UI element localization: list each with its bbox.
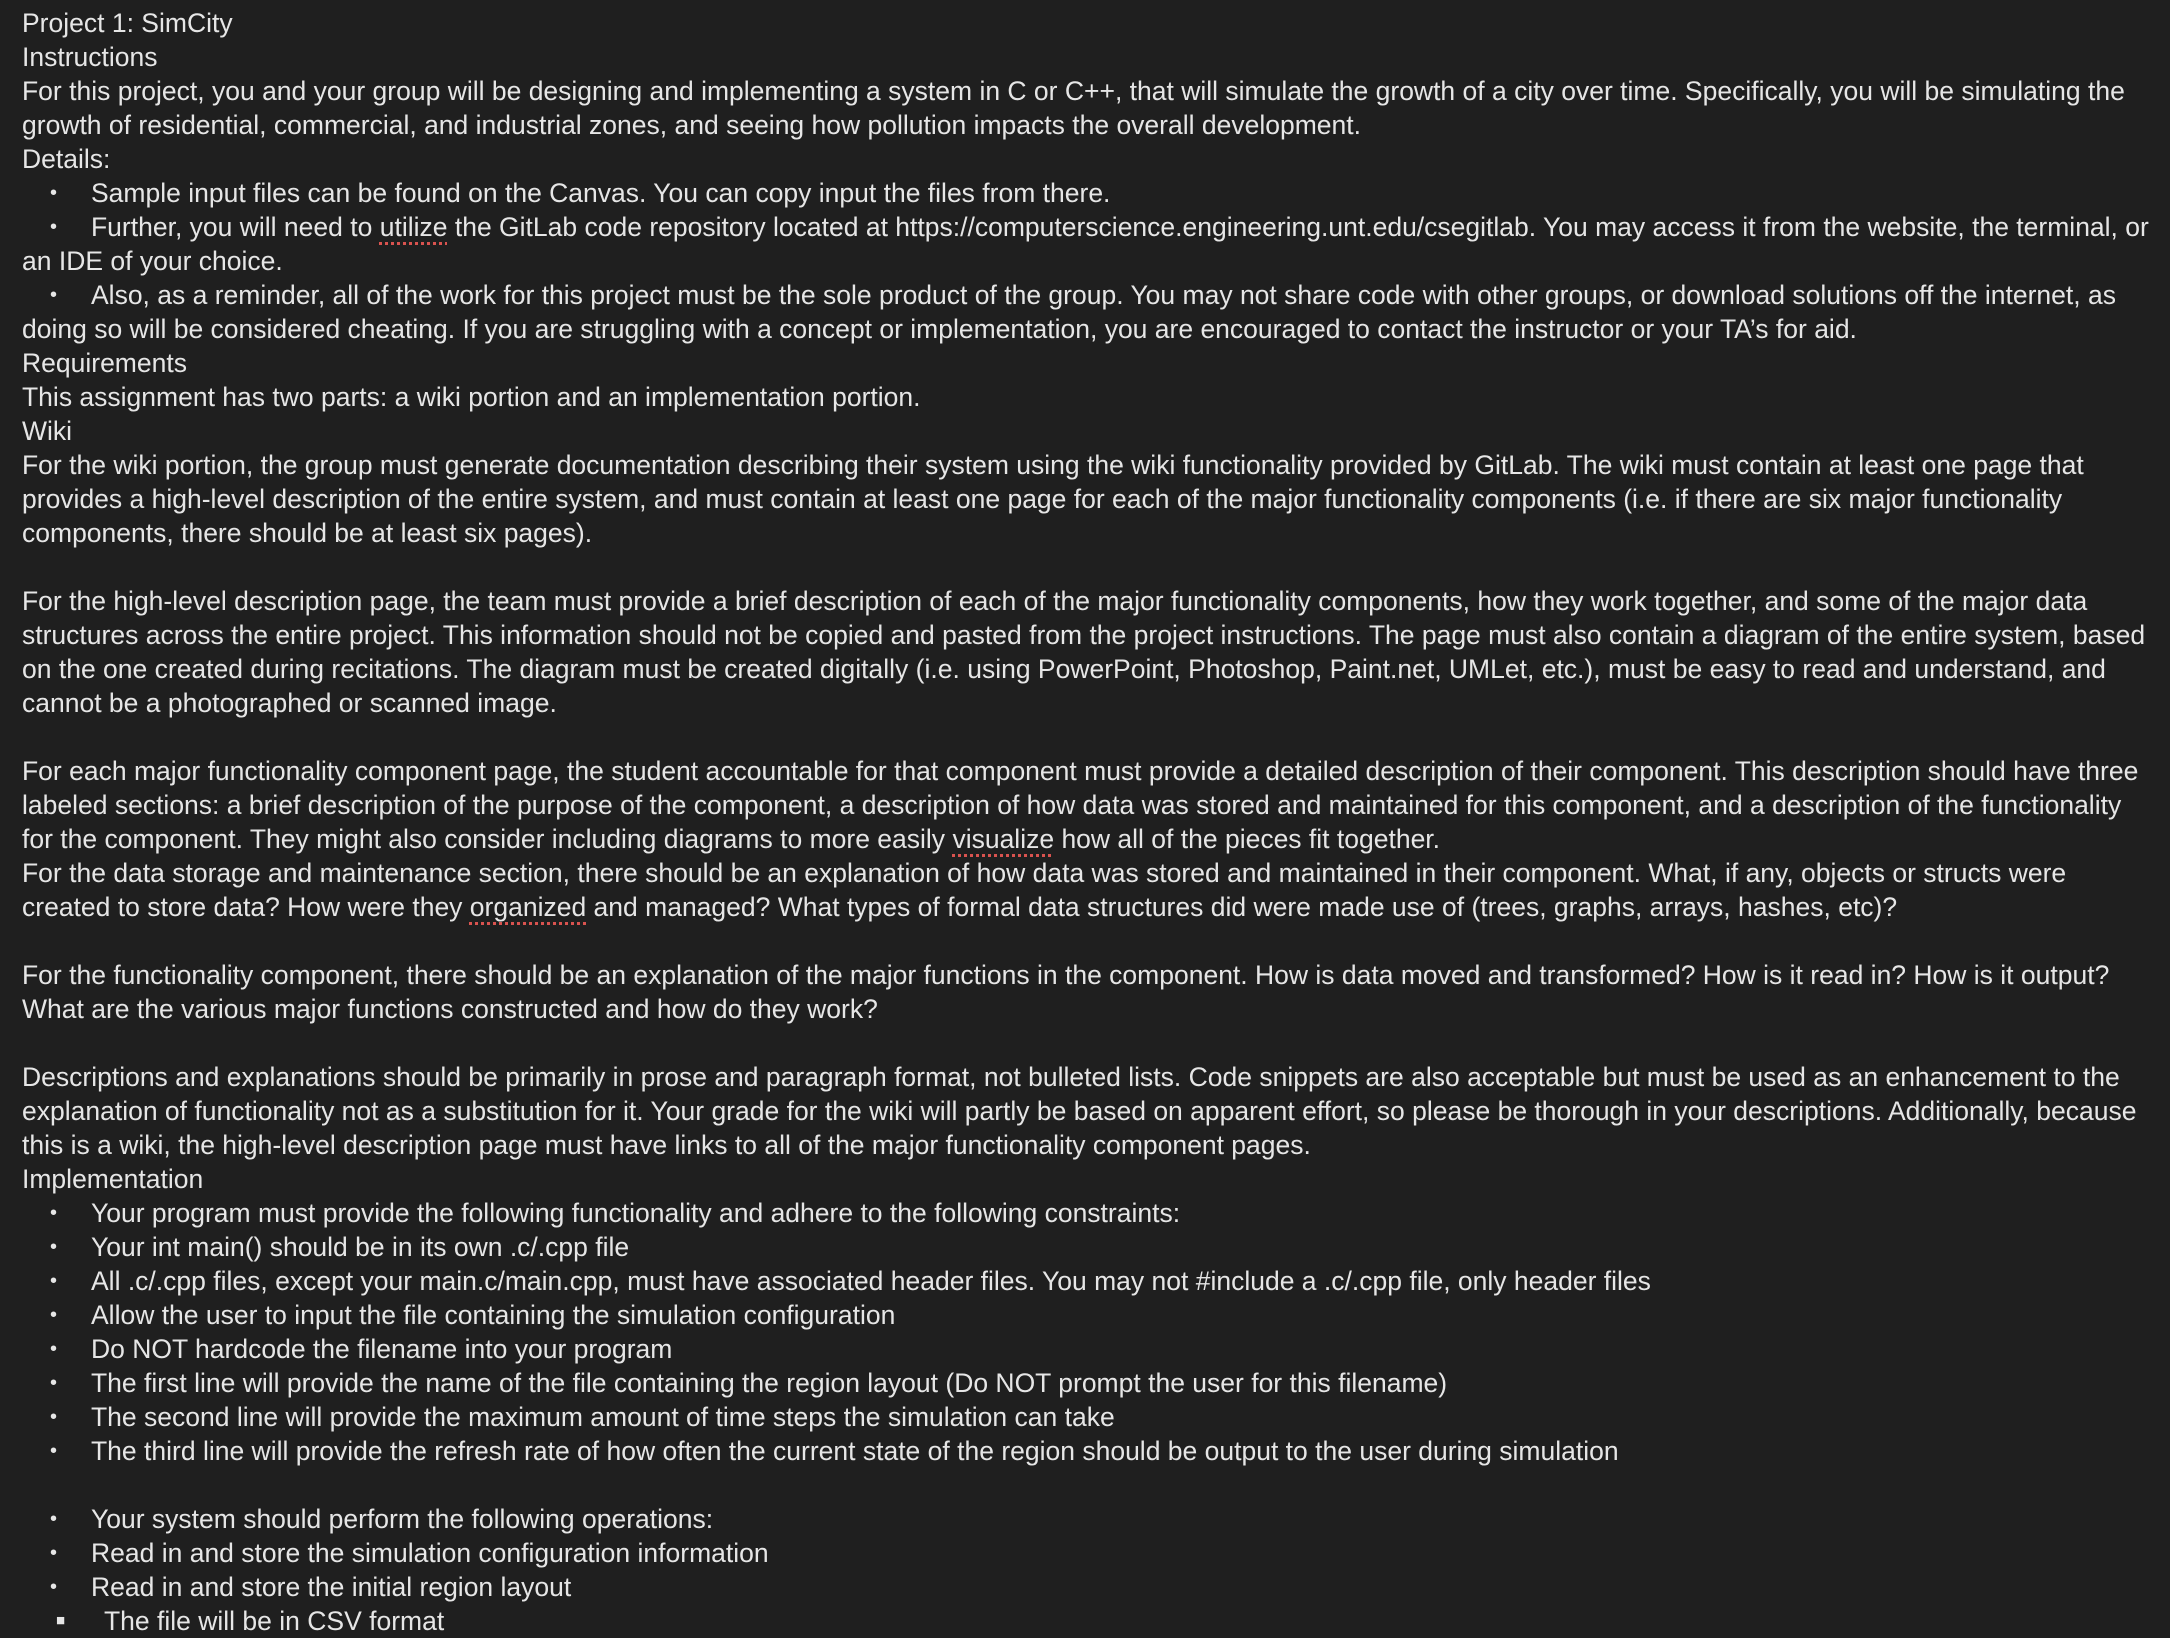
bullet-text: Your int main() should be in its own .c/.cpp file: [91, 1232, 630, 1262]
blank-line: [22, 1026, 2152, 1060]
details-bullet-2: [22, 210, 2152, 278]
details-heading: Details:: [22, 144, 111, 174]
paragraph-text-end: and managed? What types of formal data structures did were made use of (trees, graphs, arrays, hashes, etc)?: [586, 892, 1898, 922]
bullet-dot: •: [50, 1304, 58, 1326]
misspelled-word[interactable]: utilize: [379, 212, 448, 242]
bullet-text: Read in and store the simulation configuration information: [91, 1538, 769, 1568]
implementation-bullet: [22, 1400, 2152, 1434]
wiki-paragraph-4: [22, 856, 2152, 924]
wiki-paragraph-2: For the high-level description page, the team must provide a brief description of each of the major functionality components, how they work together, and some of the major data structures across the entire project. This information should not be copied and pasted from the project instructions. The page must also contain a diagram of the entire system, based on the one created during recitations. The diagram must be created digitally (i.e. using PowerPoint, Photoshop, Paint.net, UMLet, etc.), must be easy to read and understand, and cannot be a photographed or scanned image.: [22, 586, 2146, 718]
bullet-dot: •: [50, 1202, 58, 1224]
bullet-text: Your system should perform the following operations:: [91, 1504, 714, 1534]
misspelled-word[interactable]: organized: [469, 892, 587, 922]
bullet-dot: •: [50, 182, 58, 204]
wiki-paragraph-6: Descriptions and explanations should be primarily in prose and paragraph format, not bulleted lists. Code snippets are also acceptable but must be used as an enhancement to the explanation of functionality not as a substitution for it. Your grade for the wiki will partly be based on apparent effort, so please be thorough in your descriptions. Additionally, because this is a wiki, the high-level description page must have links to all of the major functionality component pages.: [22, 1062, 2137, 1160]
bullet-dot: •: [50, 1338, 58, 1360]
blank-line: [22, 720, 2152, 754]
bullet-text: The first line will provide the name of the file containing the region layout (Do NOT prompt the user for this filename): [91, 1368, 1448, 1398]
document-body: [22, 6, 2152, 1638]
bullet-text-start: Further, you will need to: [91, 212, 380, 242]
bullet-dot: •: [50, 1372, 58, 1394]
bullet-text-end: the GitLab code repository located at https://computerscience.engineering.unt.edu/csegitlab. You may access it from the website, the terminal, or an IDE of your choice.: [22, 212, 2149, 276]
blank-line: [22, 1468, 2152, 1502]
bullet-text: Read in and store the initial region layout: [91, 1572, 572, 1602]
bullet-dot: •: [50, 1440, 58, 1462]
implementation-bullet: [22, 1298, 2152, 1332]
bullet-dot: •: [50, 1270, 58, 1292]
bullet-text: The second line will provide the maximum amount of time steps the simulation can take: [91, 1402, 1115, 1432]
intro-paragraph: For this project, you and your group will be designing and implementing a system in C or C++, that will simulate the growth of a city over time. Specifically, you will be simulating the growth of residential, commercial, and industrial zones, and seeing how pollution impacts the overall development.: [22, 76, 2125, 140]
misspelled-word[interactable]: visualize: [952, 824, 1055, 854]
paragraph-text-end: how all of the pieces fit together.: [1054, 824, 1441, 854]
bullet-text: Also, as a reminder, all of the work for this project must be the sole product of the group. You may not share code with other groups, or download solutions off the internet, as doing so will be considered cheating. If you are struggling with a concept or implementation, you are encouraged to contact the instructor or your TA’s for aid.: [22, 280, 2116, 344]
blank-line: [22, 550, 2152, 584]
implementation-bullet: [22, 1434, 2152, 1468]
paragraph-text-start: For the data storage and maintenance section, there should be an explanation of how data was stored and maintained in their component. What, if any, objects or structs were created to store data? How were they: [22, 858, 2067, 922]
bullet-text: The file will be in CSV format: [104, 1606, 445, 1636]
bullet-text: The third line will provide the refresh rate of how often the current state of the region should be output to the user during simulation: [91, 1436, 1619, 1466]
implementation-bullet: [22, 1196, 2152, 1230]
wiki-paragraph-5: For the functionality component, there should be an explanation of the major functions in the component. How is data moved and transformed? How is it read in? How is it output? What are the various major functions constructed and how do they work?: [22, 960, 2110, 1024]
bullet-dot: •: [50, 1236, 58, 1258]
implementation-bullet: [22, 1366, 2152, 1400]
requirements-paragraph: This assignment has two parts: a wiki portion and an implementation portion.: [22, 382, 921, 412]
bullet-dot: •: [50, 1542, 58, 1564]
details-bullet-3: [22, 278, 2152, 346]
bullet-dot: •: [50, 216, 58, 238]
implementation-heading: Implementation: [22, 1164, 204, 1194]
document-title: Project 1: SimCity: [22, 8, 233, 38]
bullet-text: Allow the user to input the file containing the simulation configuration: [91, 1300, 896, 1330]
bullet-text: Sample input files can be found on the Canvas. You can copy input the files from there.: [91, 178, 1111, 208]
bullet-dot: •: [50, 284, 58, 306]
instructions-heading: Instructions: [22, 42, 158, 72]
bullet-text: Your program must provide the following functionality and adhere to the following constraints:: [91, 1198, 1181, 1228]
requirements-heading: Requirements: [22, 348, 187, 378]
bullet-dot: •: [50, 1508, 58, 1530]
wiki-paragraph-1: For the wiki portion, the group must generate documentation describing their system using the wiki functionality provided by GitLab. The wiki must contain at least one page that provides a high-level description of the entire system, and must contain at least one page for each of the major functionality components (i.e. if there are six major functionality components, there should be at least six pages).: [22, 450, 2084, 548]
wiki-paragraph-3: [22, 754, 2152, 856]
operations-sub-bullet: [22, 1604, 2152, 1638]
paragraph-text-start: For each major functionality component page, the student accountable for that component must provide a detailed description of their component. This description should have three labeled sections: a brief description of the purpose of the component, a description of how data was stored and maintained for this component, and a description of the functionality for the component. They might also consider including diagrams to more easily: [22, 756, 2139, 854]
bullet-text: Do NOT hardcode the filename into your program: [91, 1334, 673, 1364]
implementation-bullet: [22, 1264, 2152, 1298]
implementation-bullet: [22, 1230, 2152, 1264]
implementation-bullet: [22, 1332, 2152, 1366]
operations-bullet: [22, 1502, 2152, 1536]
operations-bullet: [22, 1570, 2152, 1604]
square-bullet-dot: ■: [56, 1612, 66, 1629]
operations-bullet: [22, 1536, 2152, 1570]
bullet-text: All .c/.cpp files, except your main.c/main.cpp, must have associated header files. You may not #include a .c/.cpp file, only header files: [91, 1266, 1651, 1296]
wiki-heading: Wiki: [22, 416, 73, 446]
bullet-dot: •: [50, 1406, 58, 1428]
bullet-dot: •: [50, 1576, 58, 1598]
details-bullet-1: [22, 176, 2152, 210]
blank-line: [22, 924, 2152, 958]
